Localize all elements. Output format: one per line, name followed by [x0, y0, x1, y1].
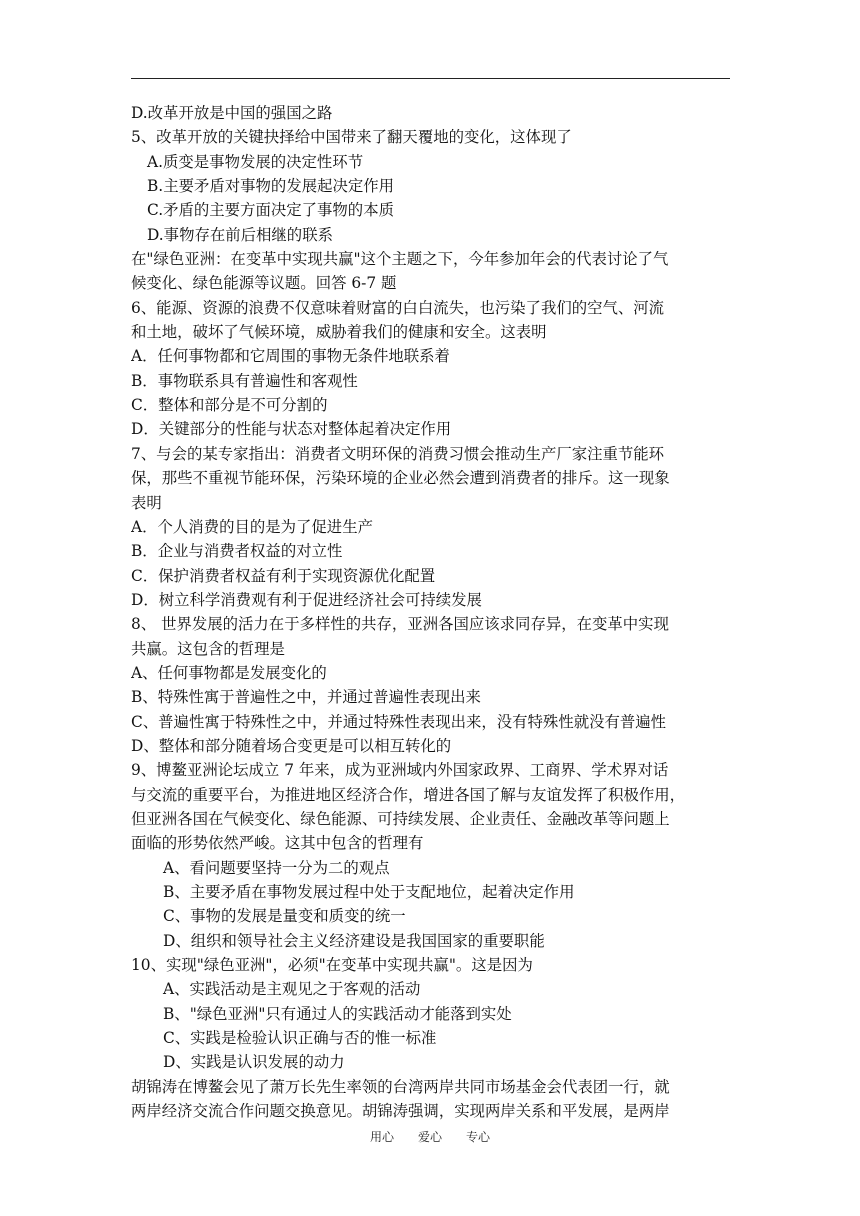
text-line: 7、与会的某专家指出：消费者文明环保的消费习惯会推动生产厂家注重节能环 [131, 444, 665, 463]
text-line: A.质变是事物发展的决定性环节 [147, 152, 364, 171]
text-line: B、主要矛盾在事物发展过程中处于支配地位，起着决定作用 [163, 883, 575, 901]
text-line: 但亚洲各国在气候变化、绿色能源、可持续发展、企业责任、金融改革等问题上 [131, 809, 670, 828]
text-line: 10、实现"绿色亚洲"，必须"在变革中实现共赢"。这是因为 [131, 956, 533, 975]
text-line: A．任何事物都和它周围的事物无条件地联系着 [131, 347, 450, 366]
text-line: 和土地，破坏了气候环境，威胁着我们的健康和安全。这表明 [131, 323, 547, 342]
text-line: C．保护消费者权益有利于实现资源优化配置 [131, 566, 436, 585]
text-line: 8、 世界发展的活力在于多样性的共存，亚洲各国应该求同存异，在变革中实现 [131, 615, 669, 634]
text-line: 两岸经济交流合作问题交换意见。胡锦涛强调，实现两岸关系和平发展，是两岸 [131, 1102, 670, 1121]
text-line: 在"绿色亚洲：在变革中实现共赢"这个主题之下，今年参加年会的代表讨论了气 [131, 250, 669, 269]
text-line: D.改革开放是中国的强国之路 [131, 104, 333, 122]
text-line: C、实践是检验认识正确与否的惟一标准 [163, 1029, 437, 1048]
text-line: B、特殊性寓于普遍性之中，并通过普遍性表现出来 [131, 688, 481, 707]
text-line: C.矛盾的主要方面决定了事物的本质 [147, 201, 394, 220]
text-line: 9、博鳌亚洲论坛成立 7 年来，成为亚洲域内外国家政界、工商界、学术界对话 [131, 761, 669, 780]
text-line: D．关键部分的性能与状态对整体起着决定作用 [131, 420, 452, 439]
text-line: A、实践活动是主观见之于客观的活动 [163, 980, 421, 999]
text-line: D、组织和领导社会主义经济建设是我国国家的重要职能 [163, 931, 545, 950]
text-line: 表明 [131, 493, 162, 512]
text-line: B．事物联系具有普遍性和客观性 [131, 371, 358, 390]
text-line: 保，那些不重视节能环保，污染环境的企业必然会遭到消费者的排斥。这一现象 [131, 469, 670, 488]
text-line: B、"绿色亚洲"只有通过人的实践活动才能落到实处 [163, 1004, 512, 1023]
text-line: D、整体和部分随着场合变更是可以相互转化的 [131, 736, 452, 755]
page-footer: 用心 爱心 专心 [369, 1130, 490, 1144]
text-line: 面临的形势依然严峻。这其中包含的哲理有 [131, 834, 424, 853]
text-line: D．树立科学消费观有利于促进经济社会可持续发展 [131, 590, 482, 609]
text-line: A、看问题要坚持一分为二的观点 [163, 858, 390, 877]
text-line: C、事物的发展是量变和质变的统一 [163, 907, 406, 926]
text-line: B．企业与消费者权益的对立性 [131, 542, 343, 561]
text-line: B.主要矛盾对事物的发展起决定作用 [147, 177, 395, 196]
text-line: D.事物存在前后相继的联系 [147, 225, 333, 244]
header-rule [131, 78, 730, 79]
text-line: 胡锦涛在博鳌会见了萧万长先生率领的台湾两岸共同市场基金会代表团一行，就 [131, 1077, 670, 1096]
text-line: C．整体和部分是不可分割的 [131, 396, 328, 415]
text-line: C、普遍性寓于特殊性之中，并通过特殊性表现出来，没有特殊性就没有普遍性 [131, 712, 667, 731]
document-body [131, 101, 732, 1123]
text-line: 6、能源、资源的浪费不仅意味着财富的白白流失，也污染了我们的空气、河流 [131, 298, 665, 317]
text-line: 共赢。这包含的哲理是 [131, 639, 285, 658]
text-line: D、实践是认识发展的动力 [163, 1053, 345, 1072]
text-line: A．个人消费的目的是为了促进生产 [131, 517, 373, 536]
text-line: 与交流的重要平台，为推进地区经济合作，增进各国了解与友谊发挥了积极作用， [131, 785, 686, 804]
text-line: 候变化、绿色能源等议题。回答 6-7 题 [131, 274, 397, 293]
text-line: 5、改革开放的关键抉择给中国带来了翻天覆地的变化，这体现了 [131, 128, 572, 147]
text-line: A、任何事物都是发展变化的 [131, 663, 327, 682]
